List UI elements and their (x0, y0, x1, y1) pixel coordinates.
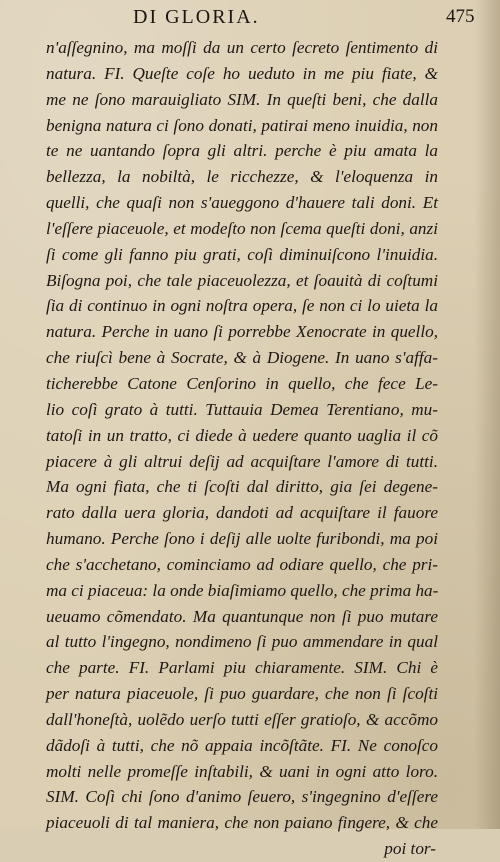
text-line: me ne ſono marauigliato SIM. In queſti beni, che dalla (46, 89, 438, 109)
running-head: DI GLORIA. (133, 6, 260, 28)
text-line: te ne uantando ſopra gli altri. perche è piu amata la (46, 141, 438, 161)
text-line: che s'acchetano, cominciamo ad odiare quello, che pri- (46, 554, 438, 574)
text-line: Ma ogni fiata, che ti ſcoſti dal diritto, gia ſei degene- (46, 477, 438, 497)
text-line: natura. FI. Queſte coſe ho ueduto in me piu fiate, & (46, 63, 438, 83)
text-line: che riuſcì bene à Socrate, & à Diogene. In uano s'affa- (46, 348, 438, 368)
text-line: tatoſi in un tratto, ci diede à uedere quanto uaglia il cõ (46, 425, 438, 445)
text-line: ticherebbe Catone Cenſorino in quello, che fece Le- (46, 373, 438, 393)
text-line: piacere à gli altrui deſij ad acquiſtare l'amore di tutti. (46, 451, 438, 471)
text-line: ſia di continuo in ogni noſtra opera, ſe non ci lo uieta la (46, 296, 438, 316)
text-line: piaceuoli di tal maniera, che non paiano fingere, & che (46, 813, 438, 833)
text-line: ueuamo cõmendato. Ma quantunque non ſi puo mutare (46, 606, 438, 626)
faint-library-stamp (470, 745, 494, 775)
text-line: ſi come gli fanno piu grati, coſì diminuiſcono l'inuidia. (46, 244, 438, 264)
text-line: dãdoſi à tutti, che nõ appaia incõſtãte. FI. Ne conoſco (46, 735, 438, 755)
text-line: molti nelle promeſſe inſtabili, & uani in ogni atto loro. (46, 761, 438, 781)
text-line: rato dalla uera gloria, dandoti ad acquiſtare il fauore (46, 503, 438, 523)
text-line: lio coſì grato à tutti. Tuttauia Demea Terentiano, mu- (46, 399, 438, 419)
text-line: bellezza, la nobiltà, le ricchezze, & l'eloquenza in (46, 167, 438, 187)
text-line: per natura piaceuole, ſi puo guardare, che non ſi ſcoſti (46, 684, 438, 704)
text-line: n'aſſegnino, ma moſſi da un certo ſecreto ſentimento di (46, 38, 438, 57)
body-text (46, 35, 438, 862)
text-line: Biſogna poi, che tale piaceuolezza, et ſoauità di coſtumi (46, 270, 438, 290)
text-line: al tutto l'ingegno, nondimeno ſi puo ammendare in qual (46, 632, 438, 652)
text-line: dall'honeſtà, uolẽdo uerſo tutti eſſer gratioſo, & accõmo (46, 709, 438, 729)
text-line: benigna natura ci ſono donati, patirai meno inuidia, non (46, 115, 438, 135)
page-number: 475 (446, 6, 475, 27)
text-line: che parte. FI. Parlami piu chiaramente. SIM. Chi è (46, 658, 438, 678)
text-line: SIM. Coſì chi ſono d'animo ſeuero, s'ingegnino d'eſſere (46, 787, 438, 807)
text-line: l'eſſere piaceuole, et modeſto non ſcema queſti doni, anzi (46, 218, 438, 238)
page-gutter-shadow (474, 0, 500, 829)
text-line: humano. Perche ſono i deſij alle uolte furibondi, ma poi (46, 529, 438, 549)
text-line: ma ci piaceua: la onde biaſimiamo quello, che prima ha- (46, 580, 439, 600)
page-header (0, 4, 500, 30)
catchword: poi tor- (384, 839, 436, 859)
text-line: quelli, che quaſi non s'aueggono d'hauere tali doni. Et (46, 193, 438, 213)
text-line: natura. Perche in uano ſi porrebbe Xenocrate in quello, (46, 322, 438, 342)
